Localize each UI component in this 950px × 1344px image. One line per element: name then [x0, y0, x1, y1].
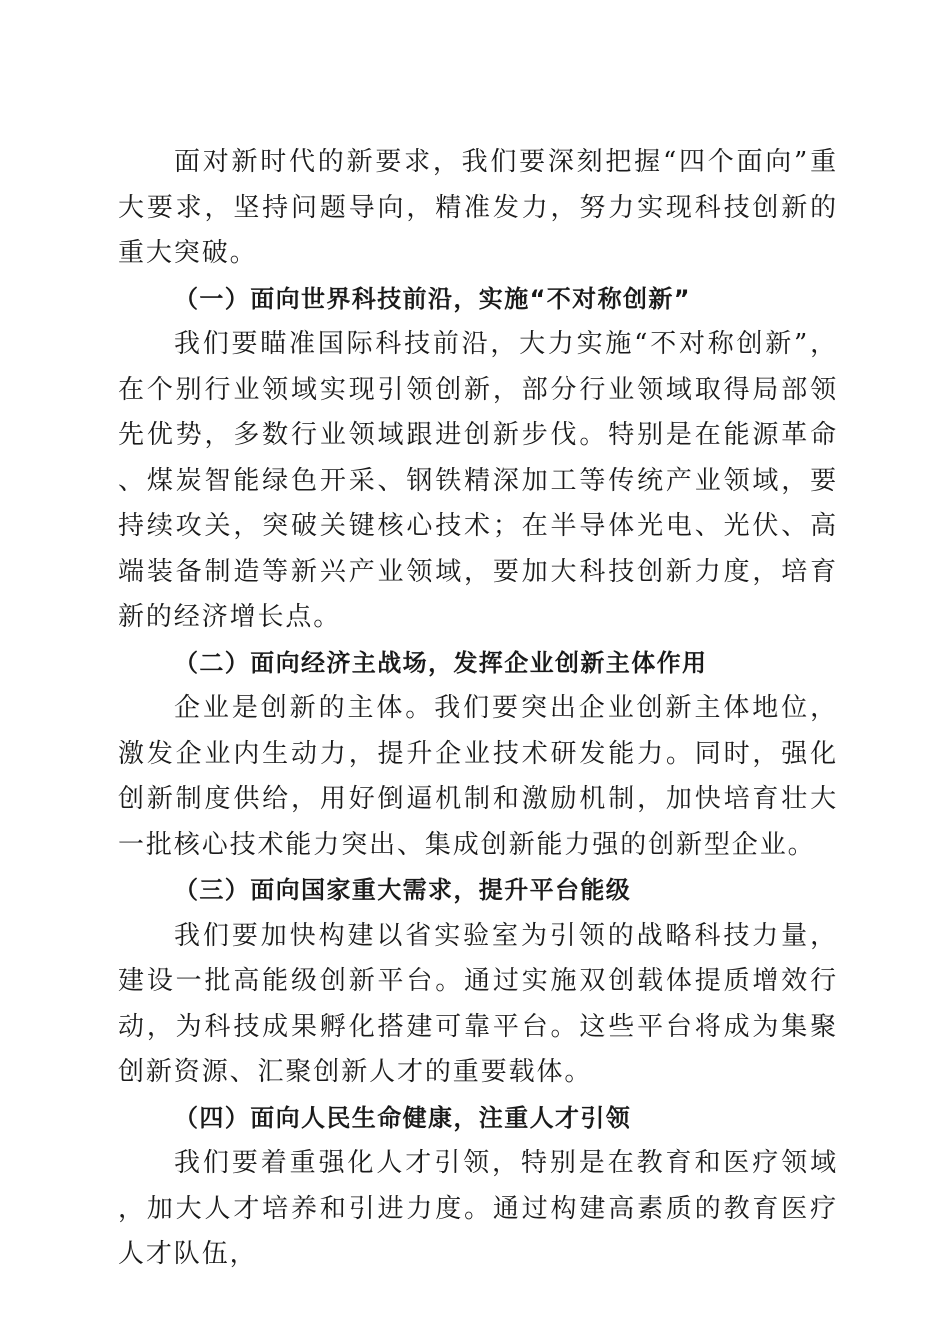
section-2-heading: （二）面向经济主战场，发挥企业创新主体作用 — [174, 648, 708, 677]
section-3-heading: （三）面向国家重大需求，提升平台能级 — [174, 876, 632, 904]
document-body — [118, 140, 838, 1278]
intro-paragraph: 面对新时代的新要求，我们要深刻把握“四个面向”重大要求，坚持问题导向，精准发力，努力实现科技创新的重大突破。 — [118, 147, 838, 268]
section-3-paragraph: 我们要加快构建以省实验室为引领的战略科技力量，建设一批高能级创新平台。通过实施双创载体提质增效行动，为科技成果孵化搭建可靠平台。这些平台将成为集聚创新资源、汇聚创新人才的重要载体。 — [118, 920, 838, 1087]
section-1-heading: （一）面向世界科技前沿，实施“不对称创新” — [174, 284, 691, 313]
section-4-paragraph: 我们要着重强化人才引领，特别是在教育和医疗领域，加大人才培养和引进力度。通过构建高素质的教育医疗人才队伍， — [118, 1148, 838, 1269]
section-2-paragraph: 企业是创新的主体。我们要突出企业创新主体地位，激发企业内生动力，提升企业技术研发能力。同时，强化创新制度供给，用好倒逼机制和激励机制，加快培育壮大一批核心技术能力突出、集成创新能力强的创新型企业。 — [118, 693, 838, 860]
section-4-heading: （四）面向人民生命健康，注重人才引领 — [174, 1103, 632, 1132]
section-1-paragraph: 我们要瞄准国际科技前沿，大力实施“不对称创新”，在个别行业领域实现引领创新，部分行业领域取得局部领先优势，多数行业领域跟进创新步伐。特别是在能源革命、煤炭智能绿色开采、钢铁精深加工等传统产业领域，要持续攻关，突破关键核心技术；在半导体光电、光伏、高端装备制造等新兴产业领域，要加大科技创新力度，培育新的经济增长点。 — [118, 329, 838, 632]
